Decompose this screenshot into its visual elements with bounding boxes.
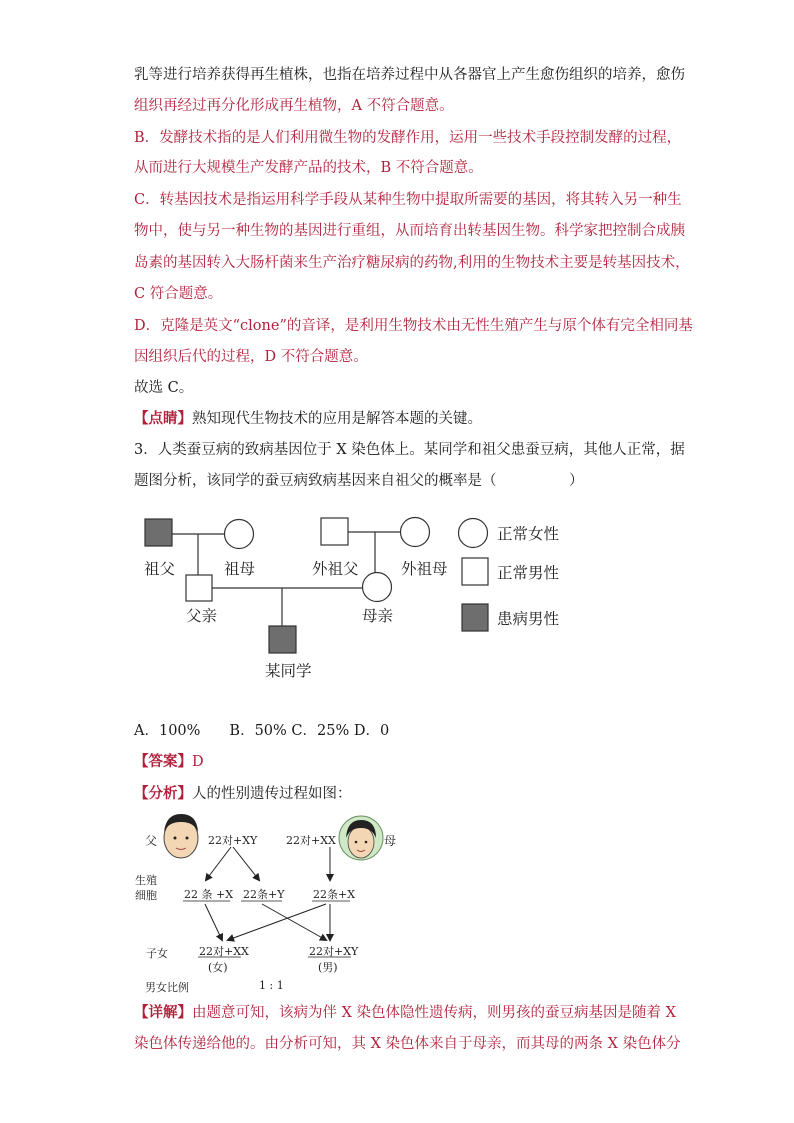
dianjing-tag: 【点睛】 xyxy=(134,410,192,427)
grandfather-label: 祖父 xyxy=(144,560,176,578)
answer-line xyxy=(134,752,204,772)
father-label: 父 xyxy=(145,834,158,848)
child-female-sex: (女) xyxy=(208,961,228,974)
gamete-label: 22 条 +X xyxy=(184,888,234,901)
child-male-sex: (男) xyxy=(318,961,338,974)
legend-affected-symbol xyxy=(462,604,488,631)
child-female-genotype: 22对+XX xyxy=(199,945,249,958)
legend-male-label: 正常男性 xyxy=(497,564,560,582)
paragraph-line: 岛素的基因转入大肠杆菌来生产治疗糖尿病的药物,利用的生物技术主要是转基因技术， xyxy=(134,255,690,271)
gamete-label: 22条+Y xyxy=(243,888,285,901)
gamete-label: 22条+X xyxy=(313,888,356,901)
student-symbol xyxy=(269,626,296,653)
grandmother-symbol xyxy=(225,520,254,549)
option-c-explanation: C．转基因技术是指运用科学手段从某种生物中提取所需要的基因，将其转入另一种生 xyxy=(134,192,682,208)
legend-female-label: 正常女性 xyxy=(497,525,560,543)
answer-text: D xyxy=(192,754,204,770)
paragraph-line: 物中，使与另一种生物的基因进行重组，从而培育出转基因生物。科学家把控制合成胰 xyxy=(134,223,685,239)
arrow-line xyxy=(233,847,259,880)
child-male-genotype: 22对+XY xyxy=(309,945,359,958)
father-face-icon xyxy=(164,814,198,858)
paragraph-line: 组织再经过再分化形成再生植物，A 不符合题意。 xyxy=(134,98,454,114)
detail-text: 染色体传递给他的。由分析可知，其 X 染色体来自于母亲，而其母的两条 X 染色体分 xyxy=(134,1036,681,1052)
grandmother-label: 祖母 xyxy=(224,560,256,578)
mother-label: 母 xyxy=(384,834,397,848)
mother-symbol xyxy=(363,573,392,602)
maternal-grandmother-label: 外祖母 xyxy=(401,560,448,578)
maternal-grandmother-symbol xyxy=(401,518,430,547)
dianjing-text: 熟知现代生物技术的应用是解答本题的关键。 xyxy=(192,411,482,427)
analysis-line xyxy=(134,784,352,804)
option-b-explanation: B．发酵技术指的是人们利用微生物的发酵作用，运用一些技术手段控制发酵的过程， xyxy=(134,130,682,146)
paragraph-line: 因组织后代的过程，D 不符合题意。 xyxy=(134,349,368,365)
fertilization-line xyxy=(205,904,222,940)
legend-female-symbol xyxy=(459,519,488,548)
analysis-text: 人的性别遗传过程如图： xyxy=(192,786,352,802)
ratio-value: 1 : 1 xyxy=(259,979,284,992)
student-label: 某同学 xyxy=(265,662,312,680)
detail-text: 由题意可知，该病为伴 X 染色体隐性遗传病，则男孩的蚕豆病基因是随着 X xyxy=(192,1005,676,1021)
ratio-label: 男女比例 xyxy=(145,981,189,994)
mother-label: 母亲 xyxy=(362,607,394,625)
question-3-text: 3．人类蚕豆病的致病基因位于 X 染色体上。某同学和祖父患蚕豆病，其他人正常，据 xyxy=(134,442,685,458)
analysis-tag: 【分析】 xyxy=(134,785,192,802)
mother-genotype: 22对+XX xyxy=(286,834,336,847)
father-label: 父亲 xyxy=(186,607,218,625)
father-symbol xyxy=(186,575,212,601)
legend-male-symbol xyxy=(462,558,488,585)
germ-cells-label: 细胞 xyxy=(135,889,157,902)
germ-cells-label: 生殖 xyxy=(135,874,157,887)
father-genotype: 22对+XY xyxy=(208,834,258,847)
fertilization-line xyxy=(228,904,326,940)
answer-options: A．100% B．50% C．25% D．0 xyxy=(134,723,390,739)
conclusion: 故选 C。 xyxy=(134,380,194,396)
grandfather-symbol xyxy=(145,519,172,546)
legend-affected-label: 患病男性 xyxy=(497,610,560,628)
paragraph-line: 从而进行大规模生产发酵产品的技术，B 不符合题意。 xyxy=(134,160,483,176)
mother-face-icon xyxy=(339,816,383,860)
paragraph-line: 乳等进行培养获得再生植株，也指在培养过程中从各器官上产生愈伤组织的培养，愈伤 xyxy=(134,67,685,83)
maternal-grandfather-symbol xyxy=(321,518,348,545)
paragraph-line: C 符合题意。 xyxy=(134,286,223,302)
answer-tag: 【答案】 xyxy=(134,753,192,770)
detail-line xyxy=(134,1003,676,1023)
option-d-explanation: D．克隆是英文“clone”的音译，是利用生物技术由无性生殖产生与原个体有完全相同基 xyxy=(134,318,693,334)
children-label: 子女 xyxy=(146,947,168,960)
detail-tag: 【详解】 xyxy=(134,1004,192,1021)
maternal-grandfather-label: 外祖父 xyxy=(312,560,359,578)
fertilization-line xyxy=(262,904,326,940)
question-3-text: 题图分析，该同学的蚕豆病致病基因来自祖父的概率是（ ） xyxy=(134,473,584,489)
arrow-line xyxy=(206,847,231,880)
